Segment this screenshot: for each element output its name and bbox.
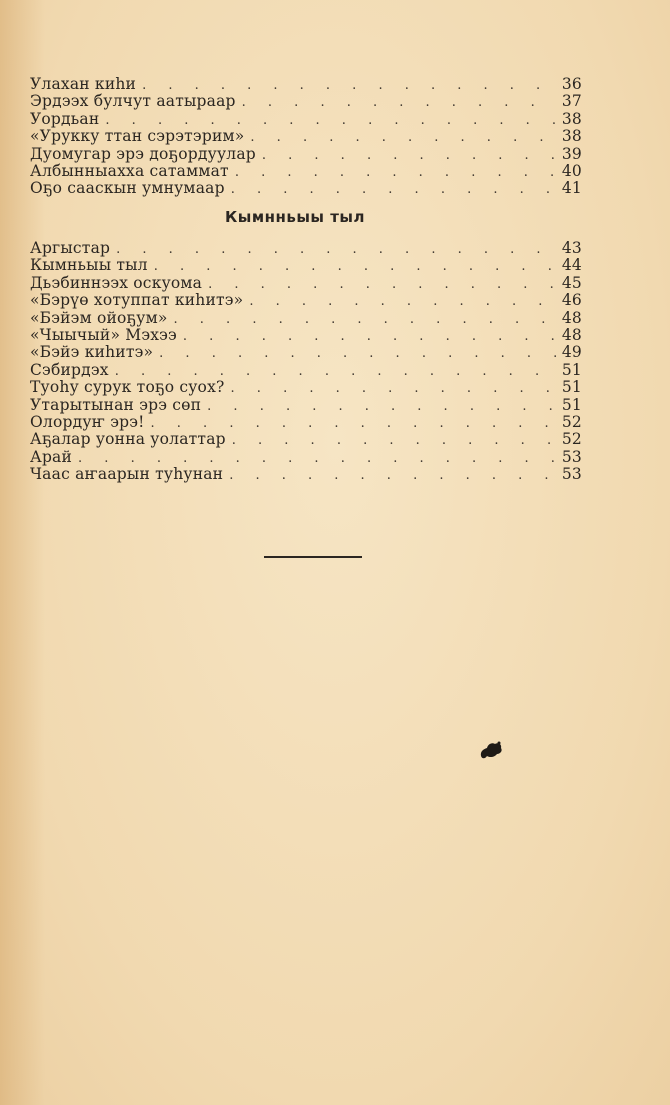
toc-entry-page: 38 — [561, 127, 582, 146]
toc-entry-title: Оҕо сааскын умнумаар — [30, 179, 225, 198]
dot-leader — [242, 94, 558, 111]
toc-entry-title: Сэбирдэх — [30, 360, 109, 379]
toc-entry — [30, 414, 582, 431]
toc-entry-title: «Бэрүө хотуппат киһитэ» — [30, 291, 244, 310]
toc-entry — [30, 257, 582, 274]
toc-entry-page: 37 — [561, 92, 582, 111]
toc-entry-page: 39 — [561, 144, 582, 163]
toc-entry-title: Чаас аҥаарын туһунан — [30, 465, 224, 484]
dot-leader — [231, 380, 558, 397]
toc-entry-title: Туоһу сурук тоҕо суох? — [30, 378, 225, 397]
toc-entry-page: 43 — [561, 239, 582, 257]
toc-entry-title: Уордьан — [30, 109, 100, 128]
toc-entry-title: Арай — [30, 447, 73, 466]
toc-entry-page: 41 — [561, 179, 582, 198]
dot-leader — [154, 258, 558, 275]
toc-entry-page: 53 — [561, 465, 582, 484]
toc-entry — [30, 180, 582, 197]
toc-entry — [30, 76, 582, 93]
section-heading: Кымнньыы тыл — [225, 208, 365, 226]
toc-entry-title: «Урукку ттан сэрэтэрим» — [30, 127, 245, 146]
dot-leader — [208, 276, 558, 293]
toc-entry-title: Аҕалар уонна уолаттар — [30, 430, 226, 449]
toc-entry-page: 52 — [561, 430, 582, 449]
dot-leader — [250, 129, 557, 146]
toc-entry — [30, 449, 582, 466]
dot-leader — [159, 345, 558, 362]
toc-entry-page: 48 — [561, 325, 582, 344]
toc-entry-title: «Бэйэ киһитэ» — [30, 343, 154, 362]
toc-entry — [30, 93, 582, 110]
dot-leader — [183, 328, 558, 345]
toc-entry-title: Дуомугар эрэ доҕордуулар — [30, 144, 256, 163]
dot-leader — [232, 432, 558, 449]
toc-entry — [30, 111, 582, 128]
dot-leader — [174, 311, 558, 328]
toc-entry — [30, 327, 582, 344]
toc-entry-title: Утарытынан эрэ сөп — [30, 395, 202, 414]
toc-entry-page: 38 — [561, 109, 582, 128]
toc-entry-title: Албынныахха сатаммат — [30, 161, 229, 180]
dot-leader — [249, 293, 558, 310]
dot-leader — [207, 398, 558, 415]
toc-entry-title: «Чыычый» Мэхээ — [30, 325, 177, 344]
closing-rule — [264, 556, 362, 558]
toc-entry-title: «Бэйэм ойоҕум» — [30, 308, 168, 327]
dot-leader — [116, 241, 558, 258]
toc-section-two — [30, 240, 582, 483]
dot-leader — [231, 181, 558, 198]
toc-entry-page: 53 — [561, 447, 582, 466]
toc-entry — [30, 146, 582, 163]
toc-entry — [30, 466, 582, 483]
toc-entry-title: Улахан киһи — [30, 75, 137, 93]
toc-entry — [30, 275, 582, 292]
toc-entry-page: 51 — [561, 395, 582, 414]
toc-entry — [30, 397, 582, 414]
toc-entry-page: 48 — [561, 308, 582, 327]
toc-entry-page: 40 — [561, 161, 582, 180]
toc-entry-page: 46 — [561, 291, 582, 310]
toc-entry — [30, 292, 582, 309]
toc-entry-page: 51 — [561, 360, 582, 379]
toc-entry-page: 45 — [561, 273, 582, 292]
dot-leader — [262, 147, 558, 164]
toc-entry-title: Олордуҥ эрэ! — [30, 412, 145, 431]
toc-entry-title: Аргыстар — [30, 239, 111, 257]
toc-entry-page: 52 — [561, 412, 582, 431]
toc-entry — [30, 431, 582, 448]
toc-entry-page: 49 — [561, 343, 582, 362]
toc-entry-page: 51 — [561, 378, 582, 397]
toc-entry-title: Дьэбиннээх оскуома — [30, 273, 203, 292]
dot-leader — [229, 467, 558, 484]
toc-entry — [30, 379, 582, 396]
dot-leader — [235, 164, 558, 181]
toc-entry-page: 44 — [561, 256, 582, 275]
toc-entry — [30, 344, 582, 361]
toc-entry — [30, 128, 582, 145]
toc-entry — [30, 362, 582, 379]
ink-blot — [478, 739, 504, 761]
toc-entry — [30, 240, 582, 257]
toc-entry-title: Эрдээх булчут аатыраар — [30, 92, 236, 111]
toc-entry — [30, 163, 582, 180]
toc-entry — [30, 310, 582, 327]
toc-entry-title: Кымньыы тыл — [30, 256, 148, 275]
toc-section-one — [30, 76, 582, 198]
toc-entry-page: 36 — [561, 75, 582, 93]
